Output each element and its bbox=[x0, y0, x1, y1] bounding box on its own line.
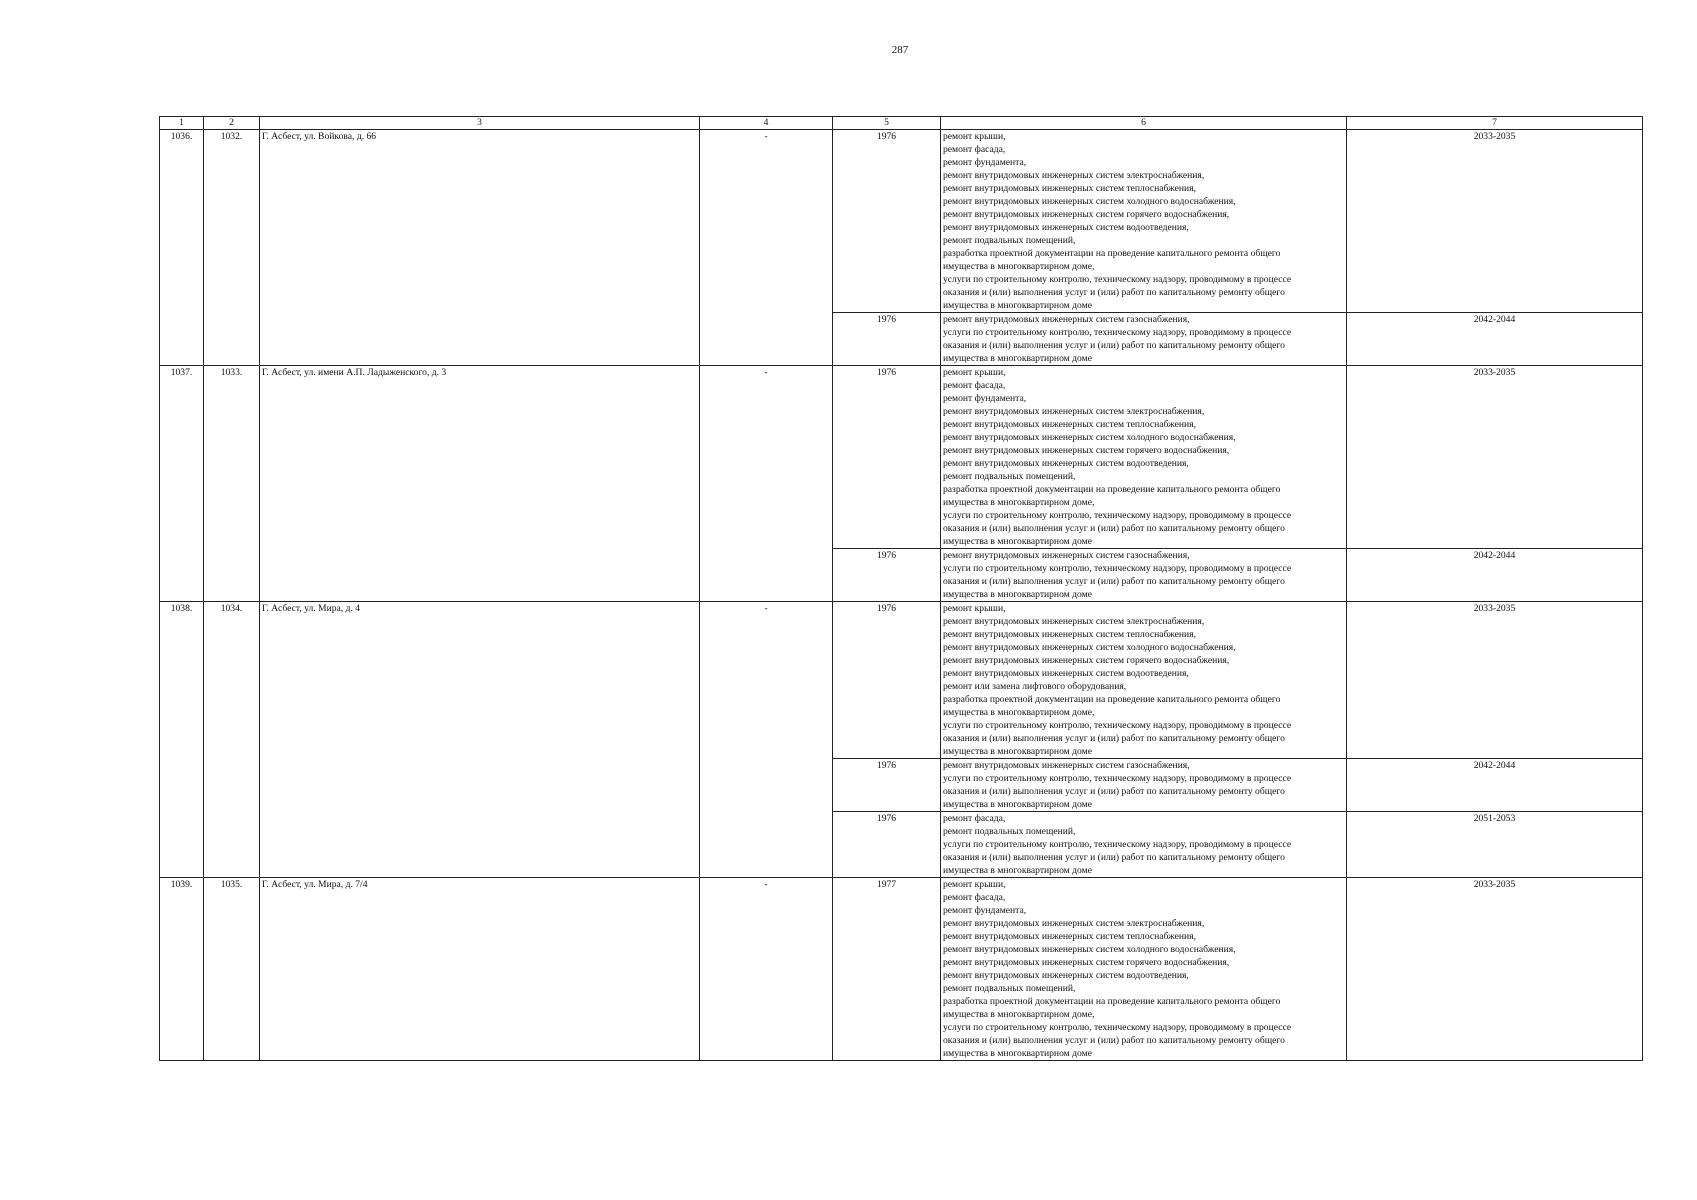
commission-year: 1976 bbox=[833, 130, 941, 313]
column-header-4: 4 bbox=[700, 117, 833, 130]
repair-period: 2042-2044 bbox=[1347, 549, 1643, 602]
row-number: 1036. bbox=[160, 130, 204, 366]
repair-works: ремонт крыши, ремонт фасада, ремонт фундамента, ремонт внутридомовых инженерных систем электроснабжения, ремонт внутридомовых инженерных систем теплоснабжения, ремонт внутридомовых инженерных систем холодного водоснабжения, ремонт внутридомовых инженерных систем горячего водоснабжения, ремонт внутридомовых инженерных систем водоотведения, ремонт подвальных помещений, разработка проектной документации на проведение капитального ремонта общего имущества в многоквартирном доме, услуги по строительному контролю, техническому надзору, проводимому в процессе оказания и (или) выполнения услуг и (или) работ по капитальному ремонту общего имущества в многоквартирном доме bbox=[941, 130, 1347, 313]
repair-works: ремонт внутридомовых инженерных систем газоснабжения, услуги по строительному контролю, техническому надзору, проводимому в процессе оказания и (или) выполнения услуг и (или) работ по капитальному ремонту общего имущества в многоквартирном доме bbox=[941, 549, 1347, 602]
commission-year: 1976 bbox=[833, 602, 941, 759]
house-number: 1034. bbox=[204, 602, 260, 878]
capital-repair-table bbox=[159, 116, 1643, 1061]
repair-period: 2042-2044 bbox=[1347, 313, 1643, 366]
repair-works: ремонт фасада, ремонт подвальных помещений, услуги по строительному контролю, техническому надзору, проводимому в процессе оказания и (или) выполнения услуг и (или) работ по капитальному ремонту общего имущества в многоквартирном доме bbox=[941, 812, 1347, 878]
commission-year: 1976 bbox=[833, 313, 941, 366]
column-header-3: 3 bbox=[260, 117, 700, 130]
commission-year: 1976 bbox=[833, 366, 941, 549]
repair-period: 2033-2035 bbox=[1347, 878, 1643, 1061]
house-address: Г. Асбест, ул. Войкова, д. 66 bbox=[260, 130, 700, 366]
repair-period: 2051-2053 bbox=[1347, 812, 1643, 878]
house-number: 1032. bbox=[204, 130, 260, 366]
repair-period: 2033-2035 bbox=[1347, 366, 1643, 549]
repair-works: ремонт крыши, ремонт фасада, ремонт фундамента, ремонт внутридомовых инженерных систем электроснабжения, ремонт внутридомовых инженерных систем теплоснабжения, ремонт внутридомовых инженерных систем холодного водоснабжения, ремонт внутридомовых инженерных систем горячего водоснабжения, ремонт внутридомовых инженерных систем водоотведения, ремонт подвальных помещений, разработка проектной документации на проведение капитального ремонта общего имущества в многоквартирном доме, услуги по строительному контролю, техническому надзору, проводимому в процессе оказания и (или) выполнения услуг и (или) работ по капитальному ремонту общего имущества в многоквартирном доме bbox=[941, 878, 1347, 1061]
column-header-5: 5 bbox=[833, 117, 941, 130]
column-header-7: 7 bbox=[1347, 117, 1643, 130]
commission-year: 1976 bbox=[833, 759, 941, 812]
row-number: 1039. bbox=[160, 878, 204, 1061]
table-row bbox=[160, 366, 1643, 549]
column-4-value: - bbox=[700, 878, 833, 1061]
table-row bbox=[160, 878, 1643, 1061]
repair-period: 2033-2035 bbox=[1347, 602, 1643, 759]
row-number: 1038. bbox=[160, 602, 204, 878]
commission-year: 1977 bbox=[833, 878, 941, 1061]
column-4-value: - bbox=[700, 366, 833, 602]
table-row bbox=[160, 602, 1643, 759]
house-address: Г. Асбест, ул. Мира, д. 4 bbox=[260, 602, 700, 878]
house-number: 1033. bbox=[204, 366, 260, 602]
column-header-1: 1 bbox=[160, 117, 204, 130]
column-number-row bbox=[160, 117, 1643, 130]
column-header-6: 6 bbox=[941, 117, 1347, 130]
repair-period: 2033-2035 bbox=[1347, 130, 1643, 313]
row-number: 1037. bbox=[160, 366, 204, 602]
commission-year: 1976 bbox=[833, 549, 941, 602]
page-number: 287 bbox=[891, 44, 909, 56]
table-row bbox=[160, 130, 1643, 313]
column-4-value: - bbox=[700, 130, 833, 366]
repair-works: ремонт крыши, ремонт внутридомовых инженерных систем электроснабжения, ремонт внутридомовых инженерных систем теплоснабжения, ремонт внутридомовых инженерных систем холодного водоснабжения, ремонт внутридомовых инженерных систем горячего водоснабжения, ремонт внутридомовых инженерных систем водоотведения, ремонт или замена лифтового оборудования, разработка проектной документации на проведение капитального ремонта общего имущества в многоквартирном доме, услуги по строительному контролю, техническому надзору, проводимому в процессе оказания и (или) выполнения услуг и (или) работ по капитальному ремонту общего имущества в многоквартирном доме bbox=[941, 602, 1347, 759]
column-header-2: 2 bbox=[204, 117, 260, 130]
commission-year: 1976 bbox=[833, 812, 941, 878]
column-4-value: - bbox=[700, 602, 833, 878]
house-address: Г. Асбест, ул. имени А.П. Ладыженского, д. 3 bbox=[260, 366, 700, 602]
house-number: 1035. bbox=[204, 878, 260, 1061]
repair-period: 2042-2044 bbox=[1347, 759, 1643, 812]
repair-works: ремонт внутридомовых инженерных систем газоснабжения, услуги по строительному контролю, техническому надзору, проводимому в процессе оказания и (или) выполнения услуг и (или) работ по капитальному ремонту общего имущества в многоквартирном доме bbox=[941, 313, 1347, 366]
repair-works: ремонт крыши, ремонт фасада, ремонт фундамента, ремонт внутридомовых инженерных систем электроснабжения, ремонт внутридомовых инженерных систем теплоснабжения, ремонт внутридомовых инженерных систем холодного водоснабжения, ремонт внутридомовых инженерных систем горячего водоснабжения, ремонт внутридомовых инженерных систем водоотведения, ремонт подвальных помещений, разработка проектной документации на проведение капитального ремонта общего имущества в многоквартирном доме, услуги по строительному контролю, техническому надзору, проводимому в процессе оказания и (или) выполнения услуг и (или) работ по капитальному ремонту общего имущества в многоквартирном доме bbox=[941, 366, 1347, 549]
repair-works: ремонт внутридомовых инженерных систем газоснабжения, услуги по строительному контролю, техническому надзору, проводимому в процессе оказания и (или) выполнения услуг и (или) работ по капитальному ремонту общего имущества в многоквартирном доме bbox=[941, 759, 1347, 812]
house-address: Г. Асбест, ул. Мира, д. 7/4 bbox=[260, 878, 700, 1061]
